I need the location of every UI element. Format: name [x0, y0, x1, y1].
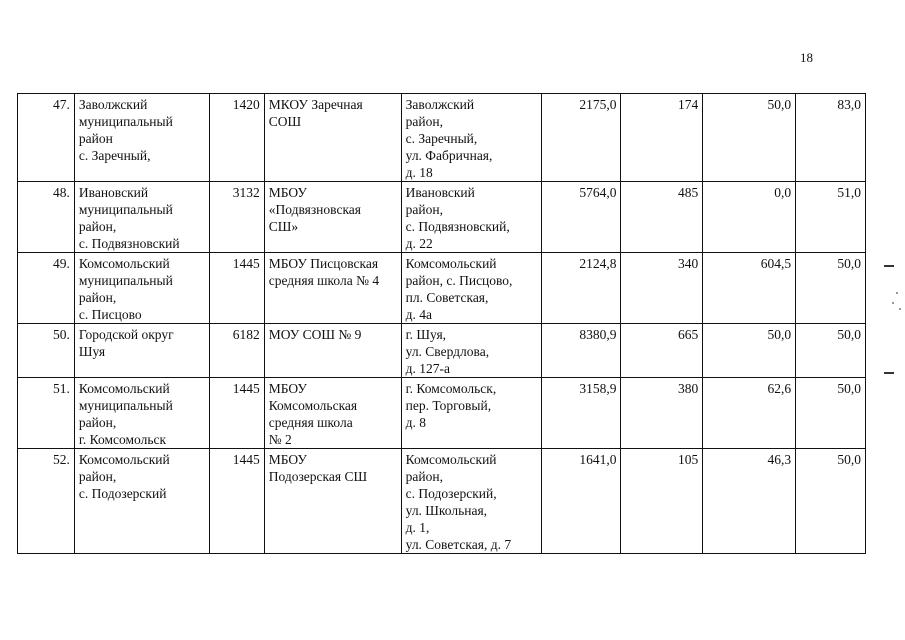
page-number: 18: [800, 50, 813, 65]
address-cell-line: с. Подозерский,: [405, 486, 497, 501]
area-cell: 2175,0: [541, 94, 621, 182]
scan-dot: [896, 292, 898, 294]
students-cell: 174: [621, 94, 703, 182]
address-cell-line: с. Заречный,: [405, 131, 478, 146]
row-number: 47.: [18, 94, 75, 182]
school-cell-line: МБОУ: [268, 381, 307, 396]
school-cell-line: № 2: [268, 432, 292, 447]
code-cell: 1420: [209, 94, 264, 182]
address-cell-line: г. Шуя,: [405, 327, 447, 342]
district-cell-line: район,: [78, 219, 117, 234]
value2-cell: 50,0: [796, 378, 866, 449]
district-cell: [74, 449, 209, 554]
address-cell: [401, 378, 541, 449]
school-cell: [264, 449, 401, 554]
school-cell: [264, 324, 401, 378]
row-number: 48.: [18, 182, 75, 253]
school-cell-line: Подозерская СШ: [268, 469, 368, 484]
code-cell: 1445: [209, 253, 264, 324]
students-cell: 665: [621, 324, 703, 378]
students-cell: 380: [621, 378, 703, 449]
district-cell-line: район,: [78, 469, 117, 484]
address-cell-line: пл. Советская,: [405, 290, 489, 305]
district-cell-line: с. Подвязновский: [78, 236, 180, 251]
address-cell: [401, 94, 541, 182]
district-cell-line: муниципальный: [78, 398, 173, 413]
table-row: [18, 253, 866, 324]
district-cell-line: муниципальный: [78, 114, 173, 129]
area-cell: 2124,8: [541, 253, 621, 324]
schools-table: [17, 93, 866, 554]
district-cell-line: Комсомольский: [78, 381, 170, 396]
address-cell-line: д. 4а: [405, 307, 433, 322]
area-cell: 1641,0: [541, 449, 621, 554]
school-cell-line: «Подвязновская: [268, 202, 362, 217]
address-cell-line: ул. Школьная,: [405, 503, 488, 518]
students-cell: 105: [621, 449, 703, 554]
table-row: [18, 324, 866, 378]
school-cell: [264, 378, 401, 449]
district-cell-line: район: [78, 131, 113, 146]
district-cell-line: г. Комсомольск: [78, 432, 167, 447]
code-cell: 6182: [209, 324, 264, 378]
value2-cell: 51,0: [796, 182, 866, 253]
value1-cell: 50,0: [703, 94, 796, 182]
value2-cell: 83,0: [796, 94, 866, 182]
area-cell: 5764,0: [541, 182, 621, 253]
table-row: [18, 182, 866, 253]
district-cell-line: с. Заречный,: [78, 148, 151, 163]
district-cell-line: Городской округ: [78, 327, 174, 342]
row-number: 51.: [18, 378, 75, 449]
school-cell: [264, 94, 401, 182]
address-cell-line: ул. Фабричная,: [405, 148, 493, 163]
address-cell: [401, 449, 541, 554]
value1-cell: 62,6: [703, 378, 796, 449]
school-cell-line: МБОУ: [268, 452, 307, 467]
address-cell: [401, 253, 541, 324]
scan-dot: [899, 308, 901, 310]
scan-dot: [892, 302, 894, 304]
row-number: 50.: [18, 324, 75, 378]
area-cell: 8380,9: [541, 324, 621, 378]
address-cell-line: пер. Торговый,: [405, 398, 492, 413]
district-cell-line: с. Подозерский: [78, 486, 167, 501]
school-cell-line: МОУ СОШ № 9: [268, 327, 362, 342]
value2-cell: 50,0: [796, 449, 866, 554]
school-cell-line: СОШ: [268, 114, 302, 129]
value1-cell: 46,3: [703, 449, 796, 554]
district-cell-line: Шуя: [78, 344, 106, 359]
students-cell: 340: [621, 253, 703, 324]
school-cell: [264, 253, 401, 324]
district-cell-line: Комсомольский: [78, 452, 170, 467]
address-cell-line: район, с. Писцово,: [405, 273, 513, 288]
school-cell-line: средняя школа: [268, 415, 353, 430]
scan-mark: [884, 265, 894, 267]
address-cell-line: с. Подвязновский,: [405, 219, 510, 234]
district-cell-line: муниципальный: [78, 273, 173, 288]
district-cell-line: район,: [78, 290, 117, 305]
address-cell-line: д. 22: [405, 236, 433, 251]
district-cell: [74, 182, 209, 253]
address-cell-line: Ивановский: [405, 185, 475, 200]
students-cell: 485: [621, 182, 703, 253]
district-cell-line: Комсомольский: [78, 256, 170, 271]
district-cell: [74, 253, 209, 324]
address-cell-line: д. 18: [405, 165, 433, 180]
address-cell-line: д. 127-а: [405, 361, 451, 376]
address-cell-line: д. 8: [405, 415, 427, 430]
row-number: 49.: [18, 253, 75, 324]
district-cell-line: с. Писцово: [78, 307, 142, 322]
table-row: [18, 449, 866, 554]
address-cell-line: район,: [405, 114, 443, 129]
district-cell-line: муниципальный: [78, 202, 173, 217]
code-cell: 3132: [209, 182, 264, 253]
address-cell: [401, 182, 541, 253]
district-cell-line: Заволжский: [78, 97, 148, 112]
scan-mark: [884, 372, 894, 374]
table-row: [18, 94, 866, 182]
value1-cell: 604,5: [703, 253, 796, 324]
address-cell-line: Комсомольский: [405, 452, 497, 467]
district-cell: [74, 378, 209, 449]
district-cell-line: Ивановский: [78, 185, 149, 200]
school-cell-line: Комсомольская: [268, 398, 358, 413]
school-cell-line: МКОУ Заречная: [268, 97, 363, 112]
district-cell: [74, 94, 209, 182]
code-cell: 1445: [209, 378, 264, 449]
code-cell: 1445: [209, 449, 264, 554]
row-number: 52.: [18, 449, 75, 554]
value2-cell: 50,0: [796, 324, 866, 378]
address-cell-line: район,: [405, 469, 443, 484]
value1-cell: 50,0: [703, 324, 796, 378]
address-cell-line: г. Комсомольск,: [405, 381, 497, 396]
value1-cell: 0,0: [703, 182, 796, 253]
address-cell-line: Комсомольский: [405, 256, 497, 271]
address-cell-line: Заволжский: [405, 97, 475, 112]
table-body: [18, 94, 866, 554]
address-cell-line: район,: [405, 202, 443, 217]
area-cell: 3158,9: [541, 378, 621, 449]
school-cell-line: СШ»: [268, 219, 299, 234]
school-cell-line: МБОУ: [268, 185, 307, 200]
address-cell-line: ул. Свердлова,: [405, 344, 490, 359]
school-cell-line: МБОУ Писцовская: [268, 256, 379, 271]
table-row: [18, 378, 866, 449]
school-cell-line: средняя школа № 4: [268, 273, 380, 288]
district-cell-line: район,: [78, 415, 117, 430]
address-cell-line: д. 1,: [405, 520, 430, 535]
school-cell: [264, 182, 401, 253]
value2-cell: 50,0: [796, 253, 866, 324]
district-cell: [74, 324, 209, 378]
address-cell-line: ул. Советская, д. 7: [405, 537, 512, 552]
address-cell: [401, 324, 541, 378]
